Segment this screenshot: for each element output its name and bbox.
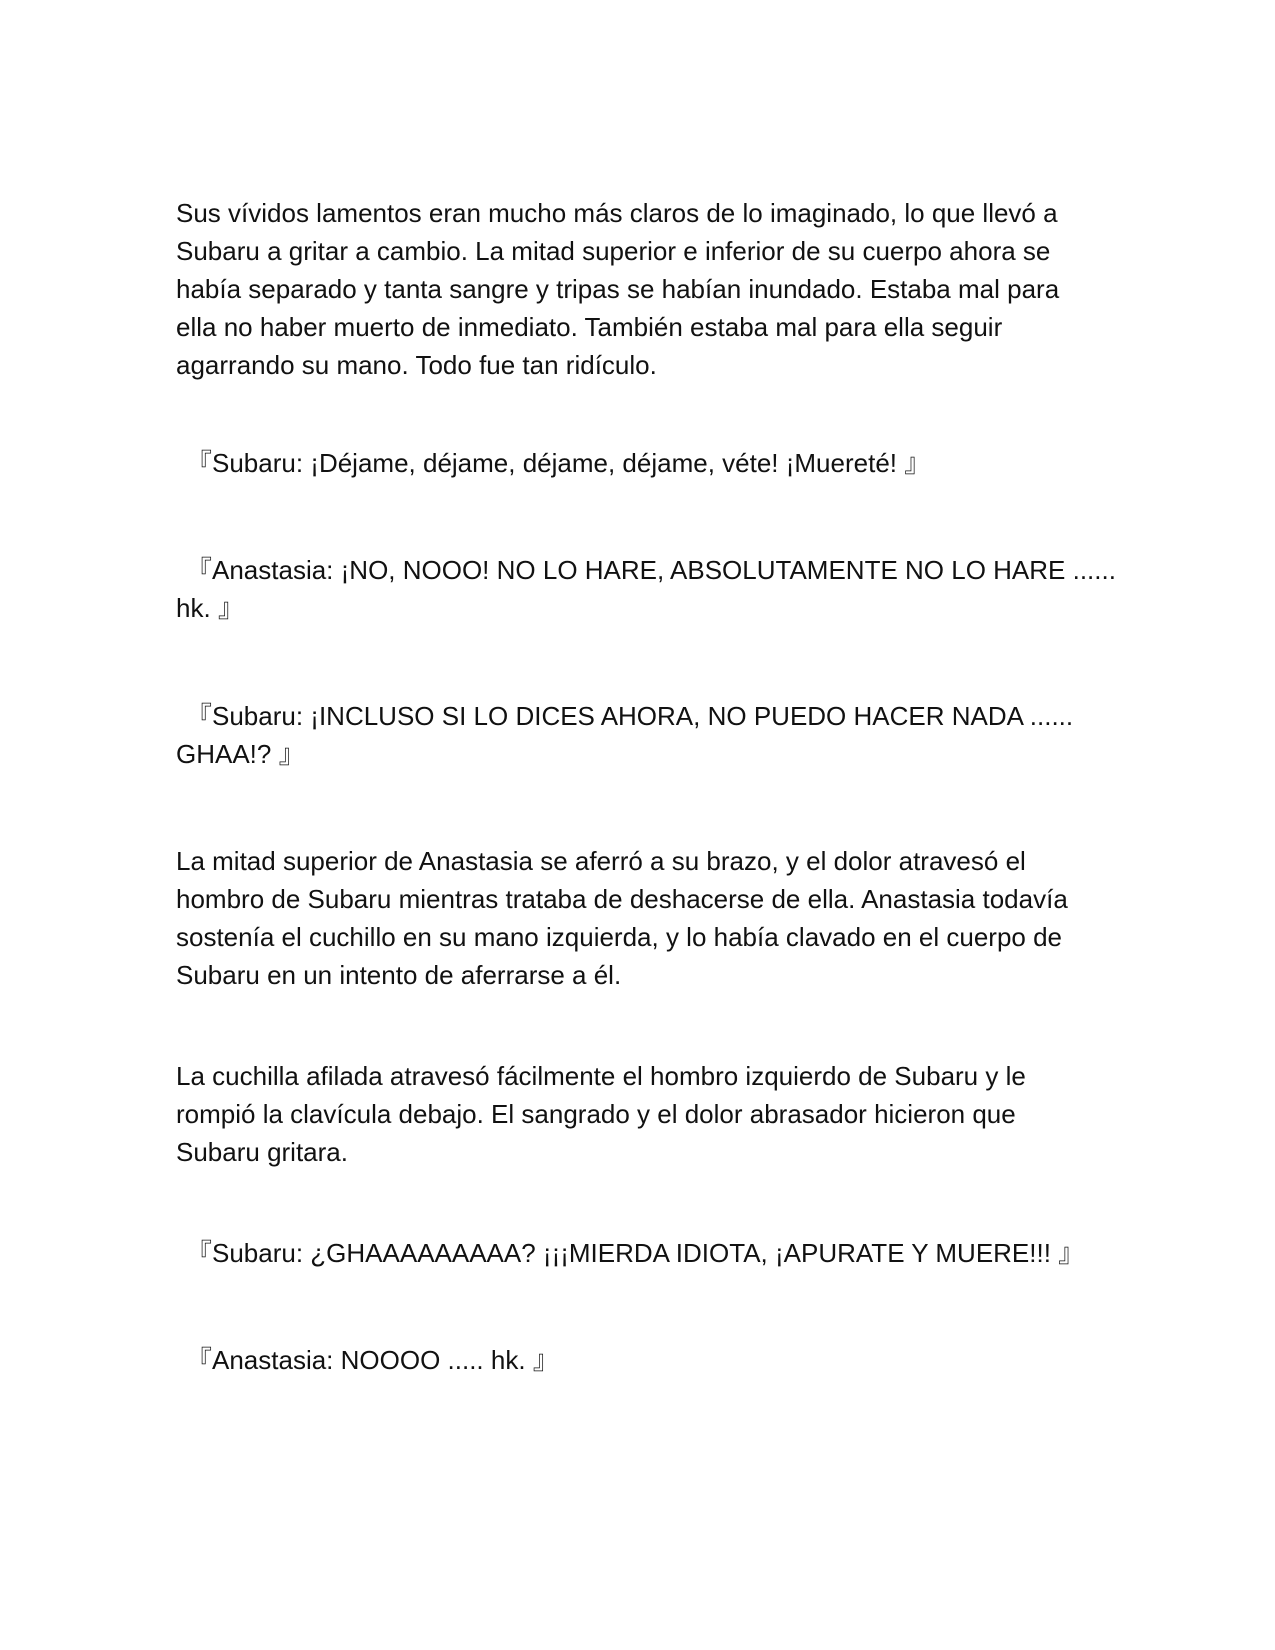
text-line: 『Subaru: ¿GHAAAAAAAAA? ¡¡¡MIERDA IDIOTA, ¡APURATE Y MUERE!!! 』 (186, 1238, 1085, 1268)
dialogue-subaru-1 (176, 444, 1106, 482)
dialogue-anastasia-2 (176, 1341, 1106, 1379)
text-line: 『Subaru: ¡INCLUSO SI LO DICES AHORA, NO PUEDO HACER NADA ...... (186, 701, 1074, 731)
narration-paragraph-1 (176, 194, 1106, 384)
dialogue-subaru-3 (176, 1234, 1106, 1272)
text-line: GHAA!? 』 (176, 739, 305, 769)
text-line: hk. 』 (176, 593, 244, 623)
text-line: La mitad superior de Anastasia se aferró a su brazo, y el dolor atravesó el (176, 846, 1026, 876)
dialogue-anastasia-1 (176, 551, 1116, 627)
text-line: Subaru a gritar a cambio. La mitad superior e inferior de su cuerpo ahora se (176, 236, 1051, 266)
text-line: sostenía el cuchillo en su mano izquierda, y lo había clavado en el cuerpo de (176, 922, 1063, 952)
text-line: Sus vívidos lamentos eran mucho más claros de lo imaginado, lo que llevó a (176, 198, 1058, 228)
text-line: agarrando su mano. Todo fue tan ridículo. (176, 350, 657, 380)
text-line: había separado y tanta sangre y tripas se habían inundado. Estaba mal para (176, 274, 1060, 304)
text-line: rompió la clavícula debajo. El sangrado y el dolor abrasador hicieron que (176, 1099, 1016, 1129)
narration-paragraph-3 (176, 1057, 1106, 1171)
text-line: 『Subaru: ¡Déjame, déjame, déjame, déjame, véte! ¡Muereté! 』 (186, 448, 931, 478)
narration-paragraph-2 (176, 842, 1106, 994)
text-line: Subaru gritara. (176, 1137, 348, 1167)
dialogue-subaru-2 (176, 697, 1106, 773)
text-line: hombro de Subaru mientras trataba de deshacerse de ella. Anastasia todavía (176, 884, 1068, 914)
text-line: 『Anastasia: NOOOO ..... hk. 』 (186, 1345, 559, 1375)
text-line: La cuchilla afilada atravesó fácilmente el hombro izquierdo de Subaru y le (176, 1061, 1026, 1091)
text-line: Subaru en un intento de aferrarse a él. (176, 960, 622, 990)
text-line: 『Anastasia: ¡NO, NOOO! NO LO HARE, ABSOLUTAMENTE NO LO HARE ...... (186, 555, 1116, 585)
text-line: ella no haber muerto de inmediato. También estaba mal para ella seguir (176, 312, 1003, 342)
